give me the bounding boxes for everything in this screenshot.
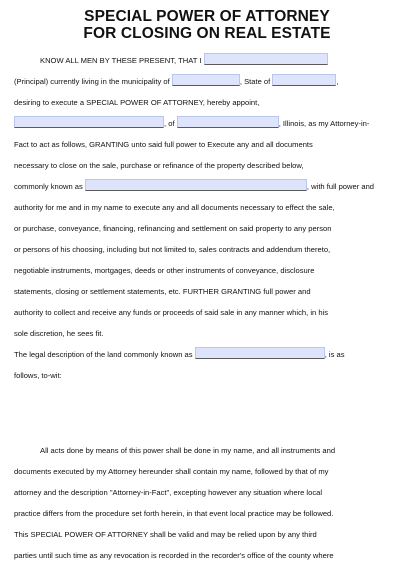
p1-l1-text: KNOW ALL MEN BY THESE PRESENT, THAT I (40, 56, 202, 65)
p3-line-1: All acts done by means of this power shall be done in my name, and all instruments and (40, 446, 336, 455)
p1-line-13: authority to collect and receive any funds or proceeds of said sale in any manner which, in his (14, 308, 329, 317)
p2-line-1 (14, 344, 400, 365)
p3-line-5: This SPECIAL POWER OF ATTORNEY shall be valid and may be relied upon by any third (14, 530, 317, 539)
p1-line-6: necessary to close on the sale, purchase or refinance of the property described below, (14, 161, 304, 170)
p1-line-12: statements, closing or settlement statements, etc. FURTHER GRANTING full power and (14, 287, 311, 296)
p1-l4-b: , Illinois, as my Attorney-in- (278, 119, 370, 128)
attorney-municipality-field[interactable] (177, 116, 279, 128)
property-address-field[interactable] (85, 179, 307, 191)
p1-line-9: or purchase, conveyance, financing, refinancing and settlement on said property to any person (14, 224, 332, 233)
p3-line-6: parties until such time as any revocation is recorded in the recorder's office of the county where (14, 551, 334, 560)
p3-line-2: documents executed by my Attorney hereunder shall contain my name, followed by that of my (14, 467, 329, 476)
p1-line-8: authority for me and in my name to execute any and all documents necessary to effect the sale, (14, 203, 335, 212)
p1-l2-b: , State of (239, 77, 271, 86)
title-line-2: FOR CLOSING ON REAL ESTATE (83, 25, 331, 42)
attorney-name-field[interactable] (14, 116, 164, 128)
p1-line-10: or persons of his choosing, including but not limited to, sales contracts and addendum thereto, (14, 245, 331, 254)
p1-l3-text: desiring to execute a SPECIAL POWER OF ATTORNEY, hereby appoint, (14, 98, 260, 107)
legal-description-area[interactable] (14, 386, 400, 440)
title-line-1: SPECIAL POWER OF ATTORNEY (84, 8, 330, 25)
p3-line-3: attorney and the description "Attorney-in-Fact", excepting however any situation where local (14, 488, 323, 497)
principal-state-field[interactable] (272, 74, 339, 86)
document-body (14, 50, 400, 566)
p1-l2-a: (Principal) currently living in the municipality of (14, 77, 170, 86)
p1-l4-a: , of (164, 119, 175, 128)
p1-line-3 (14, 92, 400, 113)
p1-line-11: negotiable instruments, mortgages, deeds or other instruments of conveyance, disclosure (14, 266, 315, 275)
p1-line-14: sole discretion, he sees fit. (14, 329, 104, 338)
legal-description-address-field[interactable] (195, 347, 325, 359)
p1-line-1 (14, 50, 400, 71)
p1-line-2 (14, 71, 400, 92)
p2-l1-a: The legal description of the land commonly known as (14, 350, 193, 359)
principal-municipality-field[interactable] (172, 74, 240, 86)
p1-line-7 (14, 176, 400, 197)
p2-line-2: follows, to-wit: (14, 371, 62, 380)
p1-l7-b: , with full power and (306, 182, 375, 191)
p3-line-4: practice differs from the procedure set forth herein, in that event local practice may be followed. (14, 509, 334, 518)
p2-l1-b: , is as (324, 350, 345, 359)
p1-line-5: Fact to act as follows, GRANTING unto said full power to Execute any and all documents (14, 140, 313, 149)
principal-name-field[interactable] (204, 53, 328, 65)
p1-l7-a: commonly known as (14, 182, 83, 191)
document-title (14, 8, 400, 42)
p1-line-4 (14, 113, 400, 134)
p1-l2-c: , (336, 77, 339, 86)
